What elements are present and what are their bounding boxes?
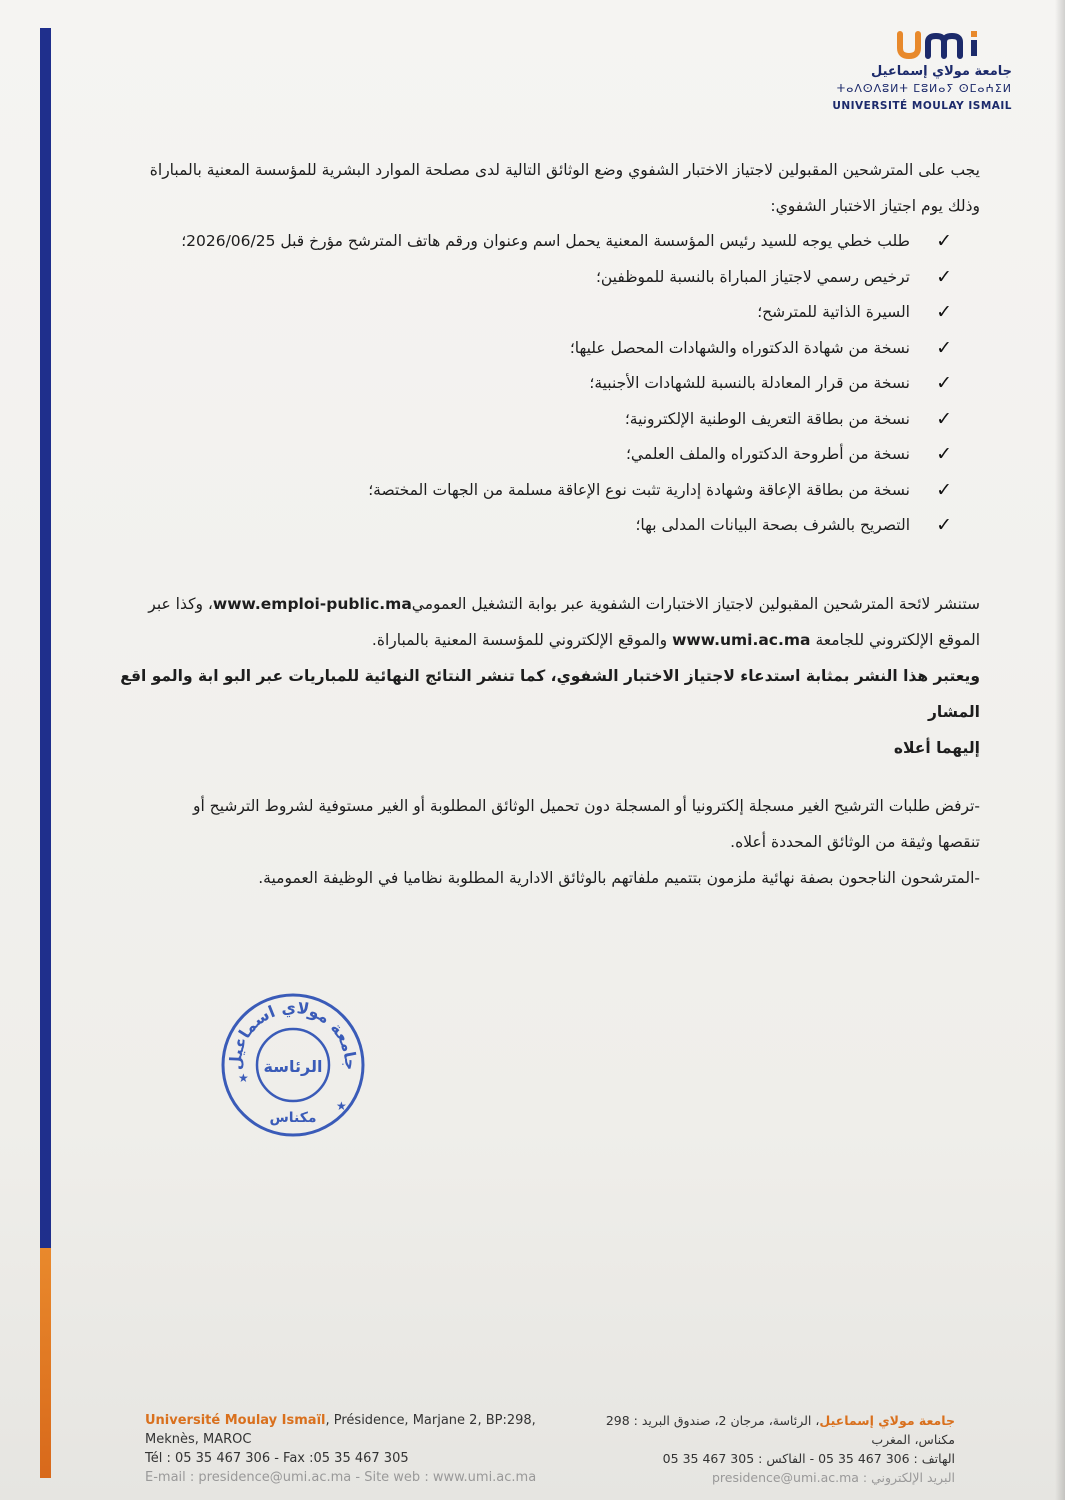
umi-website-link[interactable]: www.umi.ac.ma <box>672 630 811 649</box>
checkmark-icon: ✓ <box>936 230 952 252</box>
publication-line-1: ستنشر لائحة المترشحين المقبولين لاجتياز الاختبارات الشفوية عبر بوابة التشغيل العموميwww.emploi-public.ma، وكذا عبر <box>148 594 980 613</box>
side-bar-blue <box>40 28 51 1248</box>
checkmark-icon: ✓ <box>936 336 952 359</box>
publication-line-2: الموقع الإلكتروني للجامعة www.umi.ac.ma والموقع الإلكتروني للمؤسسة المعنية بالمباراة. <box>371 630 980 649</box>
footer-ar-address-1: ، الرئاسة، مرجان 2، صندوق البريد : 298 <box>605 1413 820 1428</box>
stamp-ring-text: جامعة مولاي اسماعيل <box>225 997 361 1071</box>
checkmark-icon: ✓ <box>936 301 952 323</box>
document-body <box>100 152 980 896</box>
footer-ar-address-2: مكناس، المغرب <box>871 1432 955 1447</box>
intro-line-1: يجب على المترشحين المقبولين لاجتياز الاختبار الشفوي وضع الوثائق التالية لدى مصلحة الموارد البشرية للمؤسسة المعنية بالمباراة <box>149 161 980 179</box>
required-documents-list <box>100 224 980 544</box>
footer-arabic <box>585 1411 955 1487</box>
footer-ar-email: البريد الإلكتروني : presidence@umi.ac.ma <box>711 1470 955 1485</box>
checkmark-icon: ✓ <box>936 407 952 430</box>
footer-ar-phone: الهاتف : 306 467 35 05 - الفاكس : 305 467 35 05 <box>662 1451 955 1466</box>
page-edge-shadow <box>1055 0 1065 1500</box>
publication-bold-line-2: إليهما أعلاه <box>893 738 980 757</box>
note-1-line-1: -ترفض طلبات الترشيح الغير مسجلة إلكترونيا أو المسجلة دون تحميل الوثائق المطلوبة أو الغير مستوفية لشروط الترشيح أو <box>192 796 980 815</box>
footer-fr-address-2: Meknès, MAROC <box>145 1432 252 1447</box>
footer-fr-email: E-mail : presidence@umi.ac.ma - Site web : www.umi.ac.ma <box>145 1470 537 1485</box>
footer-ar-brand: جامعة مولاي إسماعيل <box>819 1413 955 1428</box>
checkmark-icon: ✓ <box>936 514 952 536</box>
official-stamp <box>218 990 368 1140</box>
list-item: ✓ طلب خطي يوجه للسيد رئيس المؤسسة المعنية يحمل اسم وعنوان ورقم هاتف المترشح مؤرخ قبل 2026/06/25؛ <box>100 224 952 260</box>
stamp-graphic <box>218 990 368 1140</box>
list-item: ✓ نسخة من شهادة الدكتوراه والشهادات المحصل عليها؛ <box>100 331 952 367</box>
footer-fr-phone: Tél : 05 35 467 306 - Fax :05 35 467 305 <box>145 1451 409 1466</box>
checkmark-icon: ✓ <box>936 443 952 465</box>
emploi-public-link[interactable]: www.emploi-public.ma <box>212 594 412 613</box>
list-item: ✓ نسخة من بطاقة الإعاقة وشهادة إدارية تثبت نوع الإعاقة مسلمة من الجهات المختصة؛ <box>100 473 952 509</box>
footer-fr-address-1: , Présidence, Marjane 2, BP:298, <box>325 1413 536 1428</box>
footer-french <box>145 1411 585 1487</box>
stamp-star-icon: ★ <box>238 1071 249 1085</box>
stamp-bottom-text: مكناس <box>269 1110 317 1126</box>
logo-french-name: UNIVERSITÉ MOULAY ISMAIL <box>832 100 1012 112</box>
university-logo <box>832 28 1016 124</box>
list-item: ✓ التصريح بالشرف بصحة البيانات المدلى بها؛ <box>100 508 952 544</box>
publication-bold-line-1: ويعتبر هذا النشر بمثابة استدعاء لاجتياز الاختبار الشفوي، كما تنشر النتائج النهائية للمباريات عبر البو ابة والمو اقع المشار <box>120 666 980 721</box>
side-bar-orange <box>40 1248 51 1478</box>
umi-logo-mark <box>896 28 996 62</box>
checkmark-icon: ✓ <box>936 478 952 501</box>
list-item: ✓ ترخيص رسمي لاجتياز المباراة بالنسبة للموظفين؛ <box>100 260 952 296</box>
list-item: ✓ نسخة من قرار المعادلة بالنسبة للشهادات الأجنبية؛ <box>100 366 952 402</box>
stamp-center-text: الرئاسة <box>263 1057 323 1076</box>
checkmark-icon: ✓ <box>936 265 952 288</box>
logo-tifinagh-name: ⵜⴰⴷⵙⴷⵓⵍⵜ ⵎⵓⵍⴰⵢ ⵙⵎⴰⵄⵉⵍ <box>836 82 1012 95</box>
list-item: ✓ نسخة من بطاقة التعريف الوطنية الإلكترونية؛ <box>100 402 952 438</box>
stamp-star-icon: ★ <box>336 1099 347 1113</box>
note-2: -المترشحون الناجحون بصفة نهائية ملزمون بتتميم ملفاتهم بالوثائق الادارية المطلوبة نظاميا في الوظيفة العمومية. <box>258 868 980 887</box>
intro-line-2: وذلك يوم اجتياز الاختبار الشفوي: <box>770 197 980 215</box>
logo-arabic-name: جامعة مولاي إسماعيل <box>871 64 1012 79</box>
footer-fr-brand: Université Moulay Ismaïl <box>145 1413 326 1428</box>
note-1-line-2: تنقصها وثيقة من الوثائق المحددة أعلاه. <box>730 832 980 851</box>
checkmark-icon: ✓ <box>936 372 952 394</box>
list-item: ✓ السيرة الذاتية للمترشح؛ <box>100 295 952 331</box>
list-item: ✓ نسخة من أطروحة الدكتوراه والملف العلمي؛ <box>100 437 952 473</box>
